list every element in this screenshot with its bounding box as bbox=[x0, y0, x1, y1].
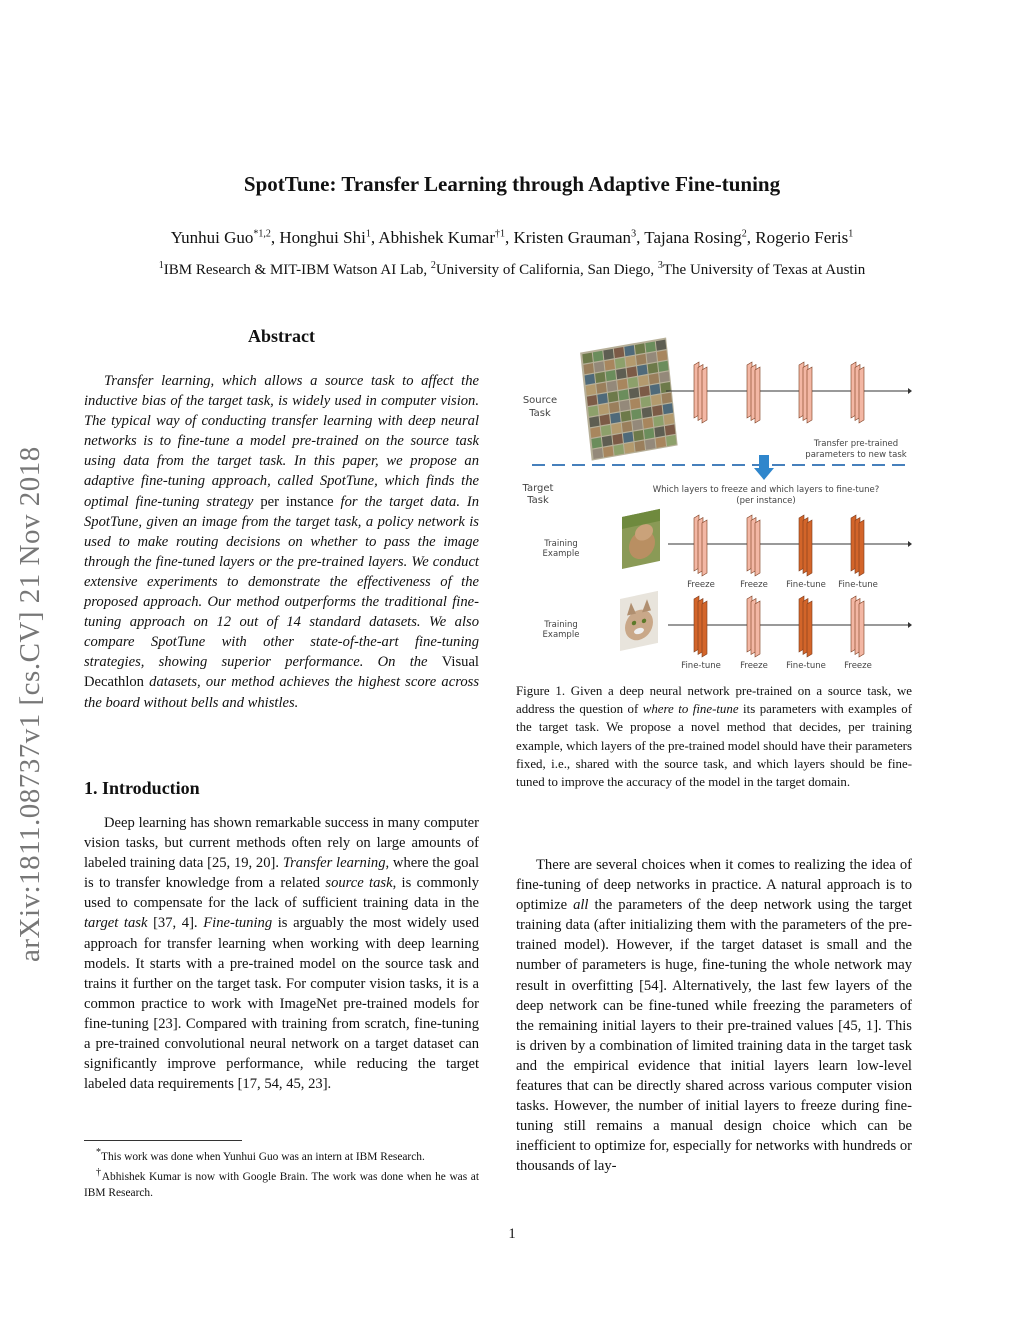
frozen-layer-block bbox=[747, 596, 760, 657]
training-example-label: Example bbox=[542, 630, 580, 640]
image-tile bbox=[661, 393, 672, 404]
image-tile bbox=[640, 396, 651, 407]
image-tile bbox=[591, 437, 602, 448]
frozen-layer-block bbox=[694, 362, 707, 423]
image-tile bbox=[665, 424, 676, 435]
image-tile bbox=[631, 409, 642, 420]
image-tile bbox=[609, 402, 620, 413]
image-tile bbox=[601, 425, 612, 436]
image-tile bbox=[616, 368, 627, 379]
image-tile bbox=[646, 352, 657, 363]
image-tile bbox=[595, 372, 606, 383]
frozen-layer-block bbox=[747, 362, 760, 423]
image-tile bbox=[642, 407, 653, 418]
image-tile bbox=[635, 441, 646, 452]
image-tile bbox=[652, 405, 663, 416]
image-tile bbox=[659, 371, 670, 382]
image-tile bbox=[633, 430, 644, 441]
image-tile bbox=[611, 423, 622, 434]
image-tile bbox=[612, 434, 623, 445]
image-tile bbox=[656, 340, 667, 351]
footnote-rule bbox=[84, 1140, 242, 1141]
arrow-head bbox=[908, 388, 912, 394]
image-tile bbox=[656, 437, 667, 448]
image-tile bbox=[639, 386, 650, 397]
image-tile bbox=[587, 395, 598, 406]
image-tile bbox=[628, 377, 639, 388]
cat-image-2 bbox=[620, 591, 658, 651]
image-tile bbox=[593, 448, 604, 459]
arrow-head bbox=[908, 622, 912, 628]
image-tile bbox=[582, 353, 593, 364]
figure-1-diagram bbox=[516, 325, 912, 685]
image-tile bbox=[618, 389, 629, 400]
image-tile bbox=[604, 359, 615, 370]
image-tile bbox=[658, 361, 669, 372]
right-column-body: There are several choices when it comes to realizing the idea of fine-tuning of deep networks in practice. A natural approach is to optimize all the parameters of the deep network using the target training data (after initializing them with the parameters of the pre-trained model). However, if the target dataset is small and the number of parameters is huge, fine-tuning the whole network may result in overfitting [54]. Alternatively, the last few layers of the deep network can be fine-tuned while freezing the parameters of the remaining initial layers to their pre-trained values [45, 1]. This is driven by a combination of limited training data in the target task and the empirical evidence that initial layers learn low-level features that can be directly shared across various computer vision tasks. However, the number of initial layers to freeze during fine-tuning still remains a manual design choice which can be inefficient to optimize for, especially for networks with hundreds or thousands of lay- bbox=[516, 857, 913, 1175]
image-tile bbox=[657, 350, 668, 361]
page-number: 1 bbox=[508, 1226, 516, 1242]
footnote: †Abhishek Kumar is now with Google Brain. The work was done when he was at IBM Research. bbox=[84, 1167, 480, 1199]
image-tile bbox=[625, 356, 636, 367]
image-tile bbox=[627, 366, 638, 377]
image-tile bbox=[666, 435, 677, 446]
frozen-layer-block bbox=[747, 515, 760, 576]
footnotes bbox=[84, 1145, 479, 1201]
training-example-label: Training bbox=[544, 620, 578, 630]
training-example-label: Example bbox=[542, 549, 580, 559]
image-tile bbox=[624, 345, 635, 356]
image-tile bbox=[602, 436, 613, 447]
introduction-body: Deep learning has shown remarkable success in many computer vision tasks, but current methods often rely on large amounts of labeled training data [25, 19, 20]. Transfer learning, where the goal is to transfer knowledge from a related source task, is commonly used to compensate for the lack of sufficient training data in the target task [37, 4]. Fine-tuning is arguably the most widely used approach for transfer learning when working with deep learning models. It starts with a pre-trained model on the source task and trains it further on the target task. For computer vision tasks, it is a common practice to work with ImageNet pre-trained models for fine-tuning [23]. Compared with training from scratch, fine-tuning a pre-trained convolutional neural network on a target dataset can significantly improve performance, while reducing the target labeled data requirements [17, 54, 45, 23]. bbox=[84, 815, 480, 1093]
image-tile bbox=[650, 384, 661, 395]
image-tile bbox=[629, 388, 640, 399]
image-tile bbox=[653, 416, 664, 427]
training-example-label: Training bbox=[544, 539, 578, 549]
author: Tajana Rosing$^2$, bbox=[644, 228, 756, 247]
author: Honghui Shi$^1$, bbox=[279, 228, 379, 247]
transfer-label: Transfer pre-trained bbox=[813, 439, 899, 449]
source-task-label: Task bbox=[529, 408, 551, 419]
frozen-layer-block bbox=[851, 362, 864, 423]
image-tile bbox=[638, 375, 649, 386]
image-tile bbox=[624, 442, 635, 453]
arxiv-identifier: arXiv:1811.08737v1 [cs.CV] 21 Nov 2018 bbox=[14, 446, 46, 962]
finetuned-layer-block bbox=[799, 596, 812, 657]
arrow-head bbox=[908, 541, 912, 547]
image-tile bbox=[663, 403, 674, 414]
footnote: *This work was done when Yunhui Guo was an intern at IBM Research. bbox=[96, 1147, 425, 1163]
finetuned-layer-block bbox=[694, 596, 707, 657]
cat-image-1 bbox=[622, 509, 660, 569]
image-tile bbox=[593, 351, 604, 362]
image-tile bbox=[610, 412, 621, 423]
question-label: (per instance) bbox=[736, 496, 796, 506]
image-tile bbox=[630, 398, 641, 409]
image-tile bbox=[614, 444, 625, 455]
image-tile bbox=[622, 421, 633, 432]
layer-state-label: Fine-tune bbox=[838, 580, 878, 590]
image-tile bbox=[590, 427, 601, 438]
image-tile bbox=[608, 391, 619, 402]
frozen-layer-block bbox=[851, 596, 864, 657]
down-arrow-icon bbox=[754, 455, 774, 480]
layer-state-label: Freeze bbox=[740, 661, 768, 671]
layer-state-label: Fine-tune bbox=[786, 661, 826, 671]
image-tile bbox=[583, 363, 594, 374]
image-tile bbox=[614, 347, 625, 358]
image-tile bbox=[654, 426, 665, 437]
image-tile bbox=[651, 394, 662, 405]
image-tile bbox=[621, 411, 632, 422]
finetuned-layer-block bbox=[799, 515, 812, 576]
image-tile bbox=[585, 374, 596, 385]
abstract-body: Transfer learning, which allows a source task to affect the inductive bias of the target task, is widely used in computer vision. The typical way of conducting transfer learning with deep neural networks is to fine-tune a model pre-trained on the source task using data from the target task. In this paper, we propose an adaptive fine-tuning approach, called SpotTune, which finds the optimal fine-tuning strategy per instance for the target data. In SpotTune, given an image from the target task, a policy network is used to make routing decisions on whether to pass the image through the fine-tuned layers or the pre-trained layers. We conduct extensive experiments to demonstrate the effectiveness of the proposed approach. Our method outperforms the traditional fine-tuning approach on 12 out of 14 standard datasets. We also compare SpotTune with other state-of-the-art fine-tuning strategies, showing superior performance. On the Visual Decathlon datasets, our method achieves the highest score across the board without bells and whistles. bbox=[84, 373, 479, 711]
paper-title: SpotTune: Transfer Learning through Adaptive Fine-tuning bbox=[243, 172, 781, 196]
image-tile bbox=[603, 349, 614, 360]
finetuned-layer-block bbox=[851, 515, 864, 576]
source-task-label: Source bbox=[522, 395, 558, 406]
image-tile bbox=[632, 419, 643, 430]
layer-state-label: Freeze bbox=[740, 580, 768, 590]
layer-state-label: Freeze bbox=[687, 580, 715, 590]
question-label: Which layers to freeze and which layers to fine-tune? bbox=[652, 485, 880, 495]
affiliations: $^1$IBM Research & MIT-IBM Watson AI Lab, $^2$University of California, San Diego, $^3$The University of Texas at Austin bbox=[158, 260, 866, 278]
image-tile bbox=[645, 341, 656, 352]
layer-state-label: Fine-tune bbox=[681, 661, 721, 671]
introduction-heading: 1. Introduction bbox=[84, 778, 200, 798]
image-tile bbox=[607, 381, 618, 392]
image-tile bbox=[600, 414, 611, 425]
image-tile bbox=[586, 384, 597, 395]
transfer-label: parameters to new task bbox=[805, 450, 907, 460]
image-tile bbox=[623, 432, 634, 443]
target-task-label: Target bbox=[522, 483, 554, 494]
frozen-layer-block bbox=[694, 515, 707, 576]
image-tile bbox=[588, 406, 599, 417]
image-tile bbox=[615, 358, 626, 369]
layer-state-label: Freeze bbox=[844, 661, 872, 671]
image-tile bbox=[649, 373, 660, 384]
image-tile bbox=[596, 383, 607, 394]
image-tile bbox=[606, 370, 617, 381]
target-task-label: Task bbox=[527, 495, 549, 506]
image-tile bbox=[636, 354, 647, 365]
image-tile bbox=[644, 428, 655, 439]
image-tile bbox=[597, 393, 608, 404]
author: Kristen Grauman$^3$, bbox=[513, 228, 645, 247]
image-tile bbox=[664, 414, 675, 425]
image-tile bbox=[645, 439, 656, 450]
image-tile bbox=[635, 343, 646, 354]
image-tile bbox=[603, 446, 614, 457]
figure-1-caption: Figure 1. Given a deep neural network pre-trained on a source task, we address the question of where to fine-tune its parameters with examples of the target task. We propose a novel method that decides, per training example, which layers of the pre-trained model should have their parameters fixed, i.e., shared with the source task, and which layers should be fine-tuned to improve the accuracy of the model in the target domain. bbox=[516, 684, 912, 790]
author: Rogerio Feris$^1$ bbox=[755, 228, 854, 247]
image-tile bbox=[643, 418, 654, 429]
source-images bbox=[580, 337, 678, 460]
image-tile bbox=[637, 365, 648, 376]
frozen-layer-block bbox=[799, 362, 812, 423]
image-tile bbox=[648, 363, 659, 374]
image-tile bbox=[589, 416, 600, 427]
image-tile bbox=[598, 404, 609, 415]
image-tile bbox=[617, 379, 628, 390]
image-tile bbox=[619, 400, 630, 411]
author-list bbox=[0, 228, 1024, 248]
image-tile bbox=[594, 361, 605, 372]
author: Abhishek Kumar$^{\dagger 1}$, bbox=[378, 228, 514, 247]
layer-state-label: Fine-tune bbox=[786, 580, 826, 590]
abstract-heading: Abstract bbox=[248, 326, 315, 346]
author: Yunhui Guo$^{*1,2}$, bbox=[170, 228, 280, 247]
